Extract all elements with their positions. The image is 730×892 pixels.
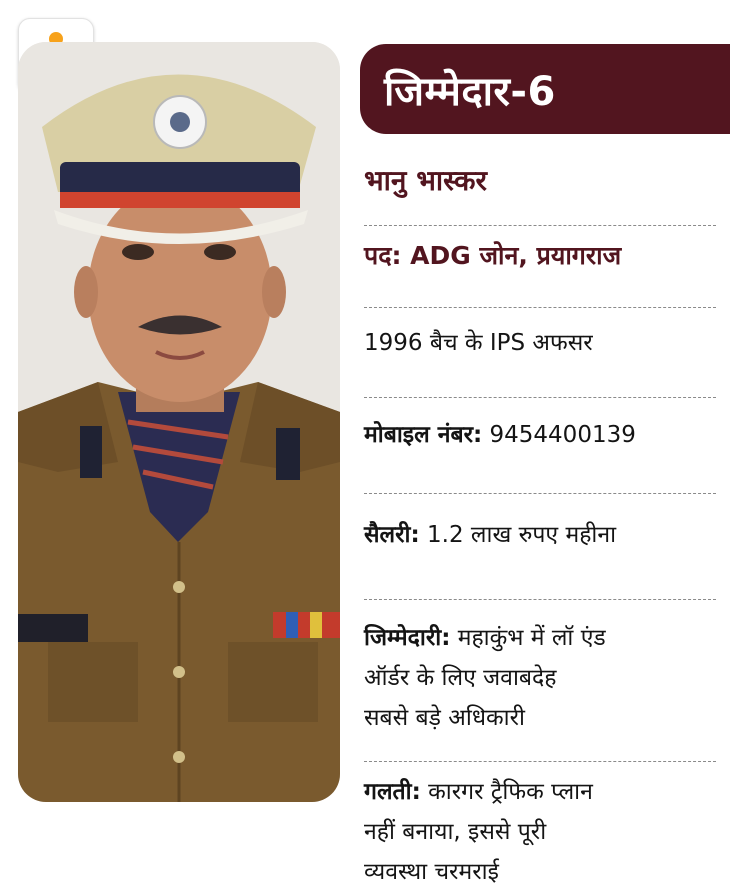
- mobile-value: 9454400139: [482, 422, 636, 448]
- mistake-line-3: व्यवस्था चरमराई: [364, 859, 499, 885]
- banner-title: जिम्मेदार-6: [384, 68, 556, 115]
- batch-text: 1996 बैच के IPS अफसर: [364, 330, 593, 356]
- responsibility-row: [364, 618, 716, 762]
- salary-label: सैलरी:: [364, 522, 420, 548]
- responsibility-text: [364, 618, 716, 738]
- batch-row: [364, 326, 716, 398]
- name-row: [364, 161, 716, 226]
- officer-photo: [18, 42, 340, 802]
- mistake-label: गलती:: [364, 779, 421, 805]
- responsibility-label: जिम्मेदारी:: [364, 625, 451, 651]
- mistake-text: [364, 772, 716, 892]
- responsibility-line-2: ऑर्डर के लिए जवाबदेह: [364, 665, 557, 691]
- officer-post: पद: ADG जोन, प्रयागराज: [364, 241, 622, 270]
- salary-value: 1.2 लाख रुपए महीना: [419, 522, 617, 548]
- salary-row: [364, 518, 716, 600]
- responsibility-line-1: महाकुंभ में लॉ एंड: [450, 625, 606, 651]
- post-row: [364, 238, 716, 308]
- officer-info: [364, 155, 716, 892]
- title-banner: [360, 44, 730, 134]
- mobile-label: मोबाइल नंबर:: [364, 422, 483, 448]
- mobile-row: [364, 418, 716, 494]
- responsibility-line-3: सबसे बड़े अधिकारी: [364, 705, 525, 731]
- salary-line: [364, 518, 716, 552]
- mistake-line-1: कारगर ट्रैफिक प्लान: [420, 779, 593, 805]
- officer-name: भानु भास्कर: [364, 164, 488, 197]
- mobile-line: [364, 418, 716, 452]
- mistake-line-2: नहीं बनाया, इससे पूरी: [364, 819, 547, 845]
